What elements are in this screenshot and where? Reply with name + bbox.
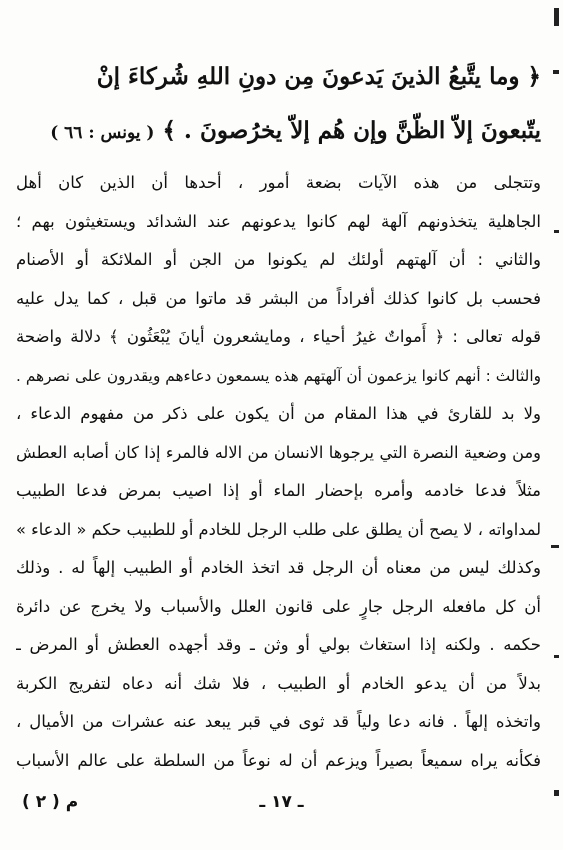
verse-line-1: ﴿ وما يتَّبعُ الذينَ يَدعونَ مِن دونِ اللهِ شُركاءَ إنْ bbox=[96, 63, 541, 90]
text-line: واتخذه إلهاً . فانه دعا ولياً قد ثوى في قبر يبعد عنه عشرات من الأميال ، bbox=[16, 712, 541, 731]
text-line: ومن وضعية النصرة التي يرجوها الانسان من الاله فالمرء إذا كان أصابه العطش bbox=[16, 442, 541, 462]
text-line: والثاني : أن آلهتهم أولئك لم يكونوا من الجن أو الملائكة أو الأصنام bbox=[16, 250, 541, 269]
text-line: الجاهلية يتخذونهم آلهة لهم كانوا يدعونهم عند الشدائد ويستغيثون بهم ؛ bbox=[16, 211, 541, 231]
verse-reference: ( يونس : ٦٦ ) bbox=[50, 123, 155, 143]
page-footer bbox=[0, 790, 563, 820]
text-line: فحسب بل كانوا كذلك أفراداً من البشر قد ماتوا من قبل ، كما يدل عليه bbox=[16, 288, 541, 308]
text-line: والثالث : أنهم كانوا يزعمون أن آلهتهم هذه يسمعون دعاءهم ويقدرون على نصرهم . bbox=[16, 366, 541, 385]
text-line: لمداواته ، لا يصح أن يطلق على طلب الرجل للخادم أو للطبيب حكم « الدعاء » bbox=[16, 519, 541, 539]
text-line: أن كل مافعله الرجل جارٍ على قانون العلل والأسباب ولا يخرج عن دائرة bbox=[16, 596, 541, 616]
text-line: وتتجلى من هذه الآيات بضعة أمور ، أحدها أن الذين كان أهل bbox=[16, 173, 541, 192]
text-line: حكمه . ولكنه إذا استغاث بولي أو وثن ـ وقد أجهده العطش أو المرض ـ bbox=[16, 635, 541, 654]
page-edge-mark bbox=[551, 545, 559, 548]
verse-line-2 bbox=[16, 104, 541, 160]
page-edge-mark bbox=[553, 70, 559, 74]
page-text bbox=[16, 50, 541, 780]
page-number: ـ ١٧ ـ bbox=[259, 792, 304, 812]
text-line: وكذلك ليس من معناه أن الرجل قد اتخذ الخادم أو الطبيب إلهاً له . وذلك bbox=[16, 558, 541, 577]
page-edge-mark bbox=[554, 655, 559, 658]
text-line: فكأنه يراه سميعاً بصيراً ويزعم أن له نوعاً من السلطة على عالم الأسباب bbox=[16, 750, 541, 770]
text-line: بدلاً من أن يدعو الخادم أو الطبيب ، فلا شك أنه دعاه لتفريج الكربة bbox=[16, 673, 541, 693]
text-line: ولا بد للقارئ في هذا المقام من أن يكون على ذكر من مفهوم الدعاء ، bbox=[16, 404, 541, 423]
page-edge-mark bbox=[554, 8, 559, 26]
signature-mark: م ( ٢ ) bbox=[22, 792, 79, 812]
text-line: قوله تعالى : ﴿ أَمواتٌ غيرُ أحياء ، ومايشعرون أيانَ يُبْعَثُون ﴾ دلالة واضحة bbox=[16, 327, 541, 346]
verse-line-2-text: يتّبعونَ إلاّ الظّنَّ وإن هُم إلاّ يخرُصونَ . ﴾ bbox=[162, 117, 541, 144]
body-text bbox=[16, 164, 541, 780]
page-edge-mark bbox=[554, 230, 559, 233]
text-line: مثلاً فدعا خادمه وأمره بإحضار الماء أو إذا اصيب بمرض فدعا الطبيب bbox=[16, 481, 541, 500]
